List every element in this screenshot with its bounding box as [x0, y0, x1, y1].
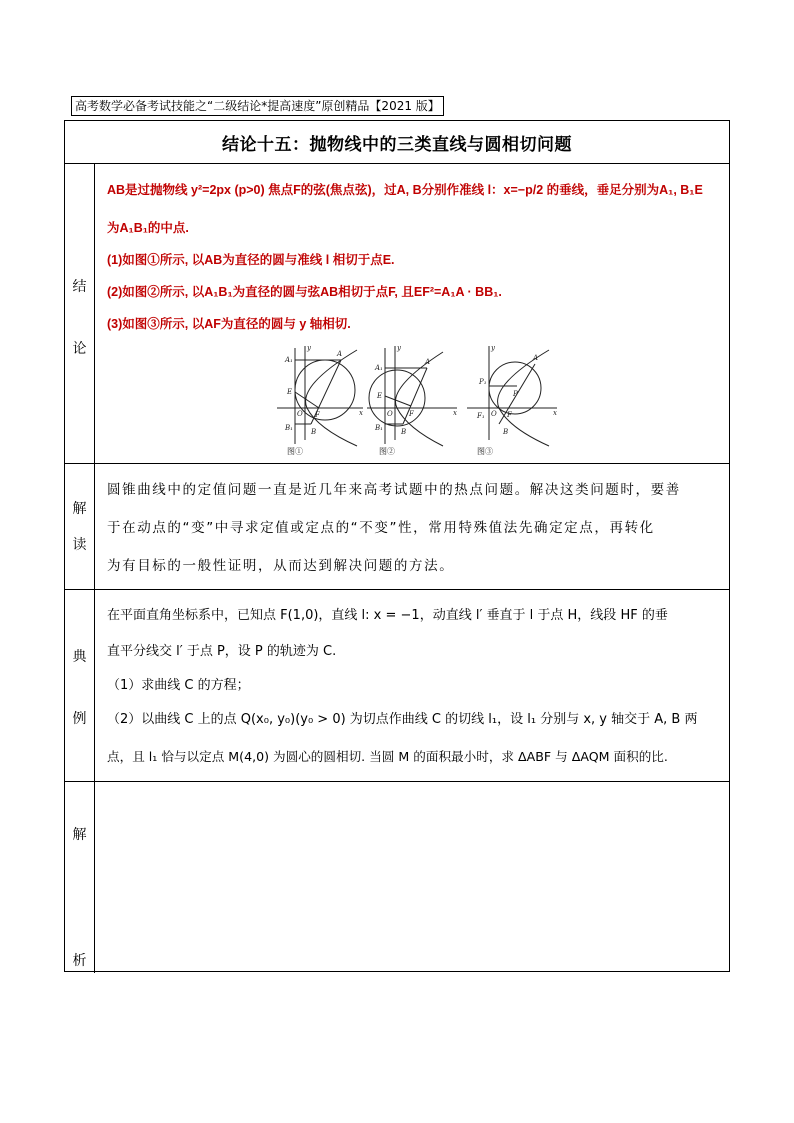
tangent-circle [295, 360, 355, 420]
fig-label: F [409, 410, 414, 418]
fig-label: y [491, 344, 495, 352]
conclusion-line: (2)如图②所示, 以A₁B₁为直径的圆与弦AB相切于点F, 且EF²=A₁A · BB₁. [107, 285, 502, 299]
fig-label: F [507, 411, 512, 419]
row-label [65, 590, 95, 781]
example-row [65, 589, 729, 781]
fig-label: B [401, 428, 407, 436]
series-header-tag: 高考数学必备考试技能之“二级结论*提高速度”原创精品【2021 版】 [71, 96, 444, 116]
solution-row [65, 781, 729, 973]
fig-label: B₁ [375, 424, 383, 432]
conclusion-line: (3)如图③所示, 以AF为直径的圆与 y 轴相切. [107, 317, 351, 331]
fig-label: B₁ [285, 424, 293, 432]
conclusion-line: 为A₁B₁的中点. [107, 221, 189, 235]
label-char: 析 [72, 953, 87, 969]
fig-label: O [297, 410, 303, 418]
fig-label: F [315, 411, 320, 419]
interpretation-row [65, 463, 729, 589]
label-char: 解 [72, 827, 87, 843]
fig-label: P [513, 390, 518, 398]
interpretation-line: 圆锥曲线中的定值问题一直是近几年来高考试题中的热点问题。解决这类问题时，要善 [107, 482, 681, 498]
fig-label: A [533, 354, 539, 362]
figure-caption: 图① [287, 447, 303, 456]
fig-label: A₁ [375, 364, 383, 372]
label-char: 读 [72, 537, 87, 553]
fig-label: P₁ [479, 378, 487, 386]
fig-label: y [397, 344, 401, 352]
fig-label: E [287, 388, 293, 396]
example-line: 在平面直角坐标系中，已知点 F(1,0)，直线 l: x = −1，动直线 l′ 垂直于 l 于点 H，线段 HF 的垂 [107, 608, 668, 623]
example-line: 点，且 l₁ 恰与以定点 M(4,0) 为圆心的圆相切. 当圆 M 的面积最小时，求 ΔABF 与 ΔAQM 面积的比. [107, 749, 668, 764]
example-line: （2）以曲线 C 上的点 Q(x₀, y₀)(y₀ > 0) 为切点作曲线 C 的切线 l₁，设 l₁ 分别与 x, y 轴交于 A, B 两 [107, 712, 698, 727]
fig-label: x [553, 409, 557, 417]
fig-label: B [311, 428, 317, 436]
conclusion-line: (1)如图①所示, 以AB为直径的圆与准线 l 相切于点E. [107, 253, 395, 267]
fig-label: A [425, 358, 431, 366]
label-char: 论 [72, 341, 87, 357]
example-line: （1）求曲线 C 的方程； [107, 678, 250, 693]
parabola-figures [267, 340, 567, 458]
fig-label: A₁ [285, 356, 293, 364]
interpretation-line: 为有目标的一般性证明，从而达到解决问题的方法。 [107, 558, 455, 574]
conclusion-row [65, 163, 729, 463]
row-label [65, 782, 95, 973]
row-label [65, 464, 95, 589]
fig-label: E [377, 392, 383, 400]
fig-label: B [503, 428, 509, 436]
fig-label: x [359, 409, 363, 417]
conclusion-table [64, 120, 730, 972]
row-label [65, 164, 95, 463]
fig-label: F₁ [477, 412, 485, 420]
figure-3 [467, 346, 557, 446]
example-line: 直平分线交 l′ 于点 P，设 P 的轨迹为 C. [107, 644, 337, 659]
interpretation-line: 于在动点的“变”中寻求定值或定点的“不变”性，常用特殊值法先确定定点，再转化 [107, 520, 655, 536]
figure-caption: 图③ [477, 447, 493, 456]
fig-label: O [387, 410, 393, 418]
label-char: 解 [72, 501, 87, 517]
fig-label: O [491, 410, 497, 418]
title-row [65, 121, 729, 163]
label-char: 结 [72, 279, 87, 295]
tangent-circle [489, 362, 541, 414]
page-title: 结论十五：抛物线中的三类直线与圆相切问题 [222, 135, 572, 155]
label-char: 例 [72, 711, 87, 727]
conclusion-line: AB是过抛物线 y²=2px (p>0) 焦点F的弦(焦点弦)，过A, B分别作准线 l：x=−p/2 的垂线，垂足分别为A₁, B₁E [107, 183, 703, 197]
label-char: 典 [72, 649, 87, 665]
fig-label: y [307, 344, 311, 352]
fig-label: x [453, 409, 457, 417]
figure-caption: 图② [379, 447, 395, 456]
fig-label: A [337, 350, 343, 358]
segment-ef [385, 396, 411, 406]
